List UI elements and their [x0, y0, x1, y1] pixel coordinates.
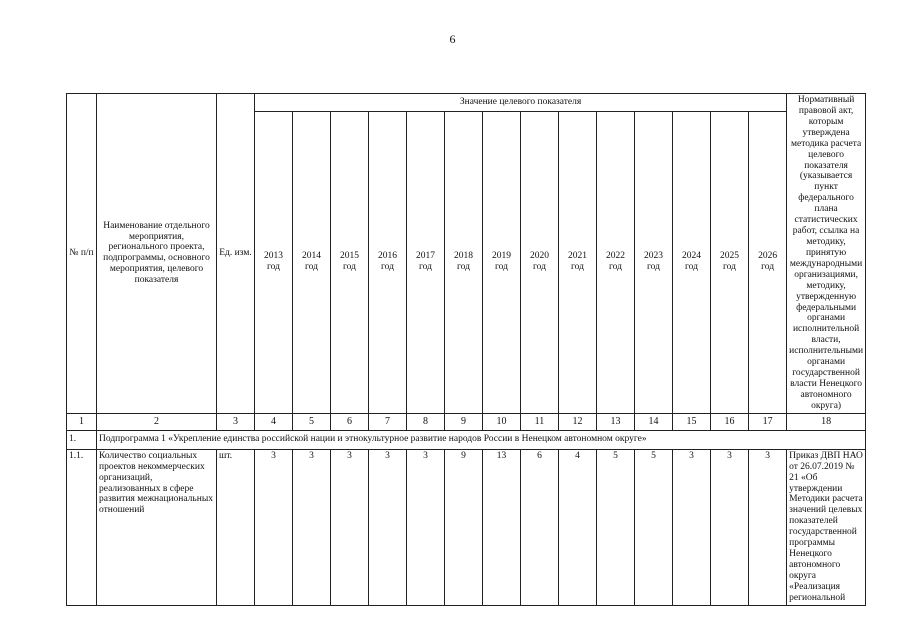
row-value: 3: [293, 449, 331, 605]
column-number: 11: [521, 413, 559, 430]
row-value: 13: [483, 449, 521, 605]
column-number: 5: [293, 413, 331, 430]
page-number: 6: [449, 32, 456, 46]
header-year: 2022 год: [597, 111, 635, 413]
header-name: Наименование отдельного мероприятия, регионального проекта, подпрограммы, основного мероприятия, целевого показателя: [97, 94, 217, 414]
subprogram-num: 1.: [67, 430, 97, 449]
column-number: 10: [483, 413, 521, 430]
header-year: 2025 год: [711, 111, 749, 413]
column-number: 14: [635, 413, 673, 430]
header-year: 2016 год: [369, 111, 407, 413]
row-num: 1.1.: [67, 449, 97, 605]
column-number: 7: [369, 413, 407, 430]
column-number: 4: [255, 413, 293, 430]
row-value: 9: [445, 449, 483, 605]
column-number: 17: [749, 413, 787, 430]
header-unit: Ед. изм.: [217, 94, 255, 414]
row-value: 5: [597, 449, 635, 605]
subprogram-title: Подпрограмма 1 «Укрепление единства российской нации и этнокультурное развитие народов России в Ненецком автономном округе»: [97, 430, 866, 449]
subprogram-row: [67, 430, 866, 449]
row-value: 3: [749, 449, 787, 605]
row-name: Количество социальных проектов некоммерческих организаций, реализованных в сфере развития межнациональных отношений: [97, 449, 217, 605]
column-number-row: [67, 413, 866, 430]
header-legal-act: Нормативный правовой акт, которым утверждена методика расчета целевого показателя (указывается пункт федерального плана статистических работ, ссылка на методику, принятую международными организациями, методику, утвержденную федеральными органами исполнительной власти, исполнительными органами государственной власти Ненецкого автономного округа): [787, 94, 866, 414]
row-value: 3: [255, 449, 293, 605]
header-num: № п/п: [67, 94, 97, 414]
row-value: 6: [521, 449, 559, 605]
column-number: 2: [97, 413, 217, 430]
header-year: 2017 год: [407, 111, 445, 413]
column-number: 12: [559, 413, 597, 430]
header-values-group: Значение целевого показателя: [255, 94, 787, 112]
header-row-top: [67, 94, 866, 112]
row-value: 3: [369, 449, 407, 605]
header-year: 2019 год: [483, 111, 521, 413]
header-year: 2013 год: [255, 111, 293, 413]
column-number: 3: [217, 413, 255, 430]
column-number: 18: [787, 413, 866, 430]
row-value: 3: [711, 449, 749, 605]
row-unit: шт.: [217, 449, 255, 605]
header-year: 2018 год: [445, 111, 483, 413]
header-year: 2023 год: [635, 111, 673, 413]
header-year: 2020 год: [521, 111, 559, 413]
column-number: 16: [711, 413, 749, 430]
row-value: 4: [559, 449, 597, 605]
row-value: 3: [673, 449, 711, 605]
header-year: 2024 год: [673, 111, 711, 413]
row-value: 3: [331, 449, 369, 605]
column-number: 8: [407, 413, 445, 430]
column-number: 15: [673, 413, 711, 430]
column-number: 13: [597, 413, 635, 430]
row-value: 3: [407, 449, 445, 605]
row-legal-act: Приказ ДВП НАО от 26.07.2019 № 21 «Об утверждении Методики расчета значений целевых показателей государственной программы Ненецкого автономного округа «Реализация региональной: [787, 449, 866, 605]
column-number: 1: [67, 413, 97, 430]
row-value: 5: [635, 449, 673, 605]
target-indicators-table: [66, 93, 866, 606]
column-number: 6: [331, 413, 369, 430]
header-year: 2021 год: [559, 111, 597, 413]
header-year: 2014 год: [293, 111, 331, 413]
header-year: 2026 год: [749, 111, 787, 413]
header-year: 2015 год: [331, 111, 369, 413]
column-number: 9: [445, 413, 483, 430]
table-row: [67, 449, 866, 605]
